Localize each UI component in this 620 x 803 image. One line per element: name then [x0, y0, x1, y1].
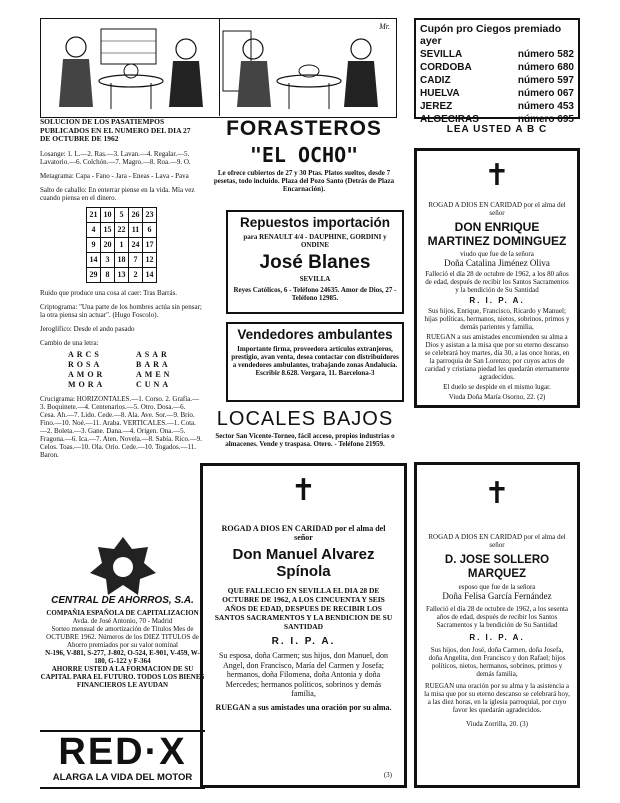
cupon-number-label: número	[517, 101, 555, 112]
grid-row	[87, 207, 157, 222]
esquela3-head: ROGAD A DIOS EN CARIDAD por el alma del señor	[428, 533, 566, 549]
esquela2-sub: viudo que fue de la señora	[460, 250, 534, 258]
cupon-row	[420, 101, 574, 112]
cupon-number-label: número	[517, 75, 555, 86]
esquela1-head: ROGAD A DIOS EN CARIDAD por el alma del señor	[221, 524, 386, 542]
cambio-letra-list	[68, 350, 202, 390]
cupon-row	[420, 62, 574, 73]
grid-cell: 13	[115, 267, 129, 282]
cupon-number-value: 582	[554, 49, 574, 60]
cross-icon: ✝	[484, 158, 510, 193]
esquela1-text2: Su esposa, doña Carmen; sus hijos, don Manuel, don Angel, don Francisco, María del Carmen y Josefa; hermanos, doña Filomena, doña Antonia y doña Mercedes; hermanos políticos, sobrinos y demás familia,	[218, 651, 389, 698]
esquela1-ref: (3)	[383, 771, 392, 779]
grid-cell: 17	[143, 237, 157, 252]
cupon-number	[518, 101, 574, 112]
esquela2-foot: Viuda Doña María Osorno, 22. (2)	[448, 393, 546, 401]
cupon-number-label: número	[517, 88, 555, 99]
grid-cell: 14	[87, 252, 101, 267]
cambio-row	[68, 380, 202, 390]
crucigrama-text: Crucigrama: HORIZONTALES.—1. Corso. 2. Grafía.—3. Boquinete.—4. Centenarios.—5. Otro. Dosa.—6. Cesa. Ah.—7. Lido. Cede.—8. Ala. Ave. Sor.—9. Brío. Fino.—10. Noé.—11. Araba. VERTICALES.—1. Cota.—2. Boleta.—3. Gane. Dana.—4. Origen. Ona.—5. Fragona.—6. Ica.—7. Aten. Novela.—8. Sabía. Rico.—9. Celos. Toas.—10. Ola. Orío. Cede.—10. Togados.—11. Baron.	[40, 394, 202, 459]
cupon-row	[420, 88, 574, 99]
cupon-row	[420, 49, 574, 60]
esquela2-text1: Falleció el día 28 de octubre de 1962, a los 80 años de edad, después de recibir los Santos Sacramentos y la bendición de Su Santidad	[425, 270, 569, 294]
grid-cell: 3	[101, 252, 115, 267]
esquela3-wife: Doña Felisa García Fernández	[442, 591, 552, 601]
esquela2-head: ROGAD A DIOS EN CARIDAD por el alma del señor	[428, 201, 566, 217]
central-name: CENTRAL DE AHORROS, S.A.	[51, 595, 194, 606]
central-emblem-icon	[88, 535, 158, 597]
vendedores-ad	[226, 322, 404, 402]
forasteros-body: Le ofrece cubiertos de 27 y 30 Ptas. Platos sueltos, desde 7 pesetas, todo incluido. Plaza del Pozo Santo (Detrás de Plaza Encarnación).	[213, 169, 395, 193]
grid-cell: 15	[101, 222, 115, 237]
redex-ad	[40, 730, 205, 789]
esquela-sollero	[414, 462, 580, 788]
esquela1-ruegan: RUEGAN a sus amistades una oración por su alma.	[215, 702, 392, 712]
grid-row	[87, 267, 157, 282]
losange-text: Losange: 1. L.—2. Ras.—3. Lavan.—4. Regalar.—5. Lavatorio.—6. Colchón.—7. Magro.—8. Roa.—9. O.	[40, 149, 191, 166]
cupon-number	[518, 49, 574, 60]
esquela3-name: D. JOSE SOLLERO MARQUEZ	[444, 554, 550, 580]
esquela2-duelo: El duelo se despide en el mismo lugar.	[443, 383, 551, 391]
cartoon-strip	[40, 18, 397, 118]
cupon-number-value: 067	[554, 88, 574, 99]
grid-cell: 12	[143, 252, 157, 267]
central-ahorros-ad	[40, 535, 205, 689]
cupon-city: ALGECIRAS	[420, 114, 479, 125]
esquela3-text2: Sus hijos, don José, doña Carmen, doña Josefa, doña Angelita, don Francisco y don Rafael; hijos políticos, nietos, hermanos, sobrinos, primos y demás familia,	[428, 646, 566, 678]
grid-cell: 23	[143, 207, 157, 222]
repuestos-city: SEVILLA	[299, 275, 331, 283]
grid-cell: 20	[101, 237, 115, 252]
salto-caballo-grid	[86, 207, 157, 283]
cambio-word: ASAR	[136, 349, 170, 359]
esquela3-foot: Viuda Zorrilla, 20. (3)	[466, 720, 528, 728]
grid-row	[87, 222, 157, 237]
cross-icon: ✝	[290, 473, 317, 508]
cupon-city: HUELVA	[420, 88, 460, 99]
central-body: Sorteo mensual de amortización de Títulos Mes de OCTUBRE 1962. Números de los DIEZ TITULOS de Ahorro premiados por su valor nominal	[46, 625, 199, 649]
esquela2-name: DON ENRIQUE MARTINEZ DOMINGUEZ	[427, 220, 567, 248]
cartoon-signature: Mr.	[379, 22, 390, 31]
central-address: Avda. de José Antonio, 70 - Madrid	[72, 617, 173, 625]
vendedores-title: Vendedores ambulantes	[237, 327, 393, 342]
cambio-letra-text: Cambio de una letra:	[40, 338, 99, 347]
cambio-row	[68, 370, 202, 380]
cartoon-panel-left	[41, 19, 220, 116]
criptograma-text: Criptograma: "Una parte de los hombres actúa sin pensar; la otra piensa sin actuar". (Hugo Foscolo).	[40, 302, 202, 319]
grid-cell: 9	[87, 237, 101, 252]
grid-cell: 7	[129, 252, 143, 267]
grid-cell: 11	[129, 222, 143, 237]
cupon-number	[518, 88, 574, 99]
redex-logo: RED·X	[58, 731, 187, 773]
grid-cell: 8	[101, 267, 115, 282]
esquela2-ruega: RUEGAN a sus amistades encomienden su alma a Dios y asistan a la misa que por su eterno descanso se celebrará hoy martes, día 30, a las once horas, en la parroquia de San Lorenzo; por cuyos actos de caridad y cristiana piedad les quedarán eternamente agradecidos.	[424, 333, 570, 381]
lea-abc: LEA USTED A B C	[446, 124, 548, 135]
cupon-box	[414, 18, 580, 125]
cartoon-drawing-right	[221, 19, 396, 116]
esquela2-text2: Sus hijos, Enrique, Francisco, Ricardo y Manuel; hijas políticas, hermanos, nietos, sobrinos, primos y demás parientes y familia,	[424, 307, 570, 331]
cupon-number-label: número	[517, 49, 555, 60]
pasatiempos-column	[40, 118, 202, 459]
cambio-word: BARA	[136, 359, 171, 369]
salto-caballo-text: Salto de caballo: En enterrar piense en la vida. Mía vez cuando piensa en el dinero.	[40, 185, 195, 202]
esquela1-text1: QUE FALLECIO EN SEVILLA EL DIA 28 DE OCTUBRE DE 1962, A LOS CINCUENTA Y SEIS AÑOS DE EDAD, DESPUES DE RECIBIR LOS SANTOS SACRAMENTOS Y LA BENDICION DE SU SANTIDAD	[214, 586, 393, 631]
central-tagline: AHORRE USTED A LA FORMACION DE SU CAPITAL PARA EL FUTURO. TODOS LOS BIENES FINANCIEROS LE AYUDAN	[40, 665, 205, 689]
ruido-text: Ruido que produce una cosa al caer: Tras Barrás.	[40, 288, 178, 297]
locales-ad	[205, 408, 405, 458]
cupon-number	[518, 62, 574, 73]
repuestos-ad	[226, 210, 404, 314]
cupon-row	[420, 75, 574, 86]
cupon-number-value: 695	[554, 114, 574, 125]
cupon-number-label: número	[517, 114, 555, 125]
cupon-city: CADIZ	[420, 75, 451, 86]
grid-cell: 14	[143, 267, 157, 282]
grid-cell: 21	[87, 207, 101, 222]
grid-cell: 24	[129, 237, 143, 252]
esquela3-sub: esposo que fue de la señora	[458, 583, 536, 591]
locales-body: Sector San Vicente-Torneo, fácil acceso, propios industrias o almacenes. Vende y traspasa. Otero. - Teléfono 21959.	[215, 432, 395, 448]
grid-cell: 4	[87, 222, 101, 237]
vendedores-body: Importante firma, proveedora artículos extranjeros, prestigio, avan venta, desea contactar con distribuidores a vendedores ambulantes, trabajando zonas Andalucía. Escribir 8.628. Vergara, 11. Barcelona-3	[231, 345, 399, 377]
esquela-alvarez	[200, 463, 407, 788]
cupon-number	[518, 75, 574, 86]
cambio-word: ROSA	[68, 359, 103, 369]
cartoon-drawing-left	[41, 19, 218, 116]
repuestos-title: Repuestos importación	[239, 215, 391, 230]
cross-icon: ✝	[484, 476, 510, 511]
repuestos-line1: para RENAULT 4/4 - DAUPHINE, GORDINI y ONDINE	[243, 233, 387, 249]
grid-cell: 6	[143, 222, 157, 237]
central-sub: COMPAÑIA ESPAÑOLA DE CAPITALIZACION	[46, 609, 199, 617]
grid-cell: 10	[101, 207, 115, 222]
cupon-number-value: 597	[554, 75, 574, 86]
cupon-city: JEREZ	[420, 101, 453, 112]
cupon-title: Cupón pro Ciegos premiado ayer	[420, 23, 562, 47]
grid-cell: 18	[115, 252, 129, 267]
central-numbers: N-196, V-881, S-277, J-802, O-524, E-901, V-459, W-180, G-122 y F-364	[45, 649, 200, 665]
grid-cell: 29	[87, 267, 101, 282]
cupon-rows	[420, 49, 574, 125]
cambio-word: MORA	[68, 379, 106, 389]
cupon-city: CORDOBA	[420, 62, 472, 73]
metagrama-text: Metagrama: Capa - Fano - Jara - Eneas - Lava - Pava	[40, 171, 189, 180]
cambio-word: CUNA	[136, 379, 172, 389]
cambio-word: AMOR	[68, 369, 106, 379]
repuestos-name: José Blanes	[259, 252, 371, 273]
forasteros-name: "EL OCHO"	[249, 143, 359, 167]
cupon-number-value: 680	[554, 62, 574, 73]
locales-title: LOCALES BAJOS	[216, 408, 394, 430]
esquela2-wife: Doña Catalina Jiménez Oliva	[444, 258, 550, 268]
cambio-word: AMEN	[136, 369, 173, 379]
forasteros-title: FORASTEROS	[226, 117, 382, 140]
esquela3-ruega: RUEGAN una oración por su alma y la asistencia a la misa que por su eterno descanso se celebrará hoy, a las diez horas, en la iglesia parroquial, por cuyo favor les quedarán agradecidos.	[424, 682, 570, 714]
grid-row	[87, 237, 157, 252]
esquela3-ripa: R. I. P. A.	[469, 633, 525, 642]
cupon-number-value: 453	[554, 101, 574, 112]
esquela3-text1: Falleció el día 28 de octubre de 1962, a los sesenta años de edad, después de recibir los Santos Sacramentos y la bendición de Su Santidad	[425, 605, 569, 629]
cupon-number-label: número	[517, 62, 555, 73]
cambio-row	[68, 350, 202, 360]
redex-slogan: ALARGA LA VIDA DEL MOTOR	[52, 772, 193, 783]
grid-cell: 1	[115, 237, 129, 252]
forasteros-ad	[208, 118, 400, 202]
grid-row	[87, 252, 157, 267]
esquela1-name: Don Manuel Alvarez Spínola	[232, 546, 375, 580]
cupon-city: SEVILLA	[420, 49, 463, 60]
grid-cell: 2	[129, 267, 143, 282]
pasatiempos-header: SOLUCION DE LOS PASATIEMPOS PUBLICADOS EN EL NUMERO DEL DIA 27 DE OCTUBRE DE 1962	[40, 117, 191, 143]
repuestos-addr: Reyes Católicos, 6 - Teléfono 24635. Amor de Dios, 27 - Teléfono 12985.	[233, 286, 397, 302]
esquela1-ripa: R. I. P. A.	[271, 636, 336, 647]
grid-cell: 5	[115, 207, 129, 222]
grid-cell: 26	[129, 207, 143, 222]
esquela-martinez	[414, 148, 580, 408]
cambio-row	[68, 360, 202, 370]
grid-cell: 22	[115, 222, 129, 237]
cartoon-panel-right	[221, 19, 396, 116]
jeroglifico-text: Jeroglífico: Desde el ando pasado	[40, 324, 135, 333]
cambio-word: ARCS	[68, 349, 102, 359]
esquela2-ripa: R. I. P. A.	[469, 296, 525, 305]
